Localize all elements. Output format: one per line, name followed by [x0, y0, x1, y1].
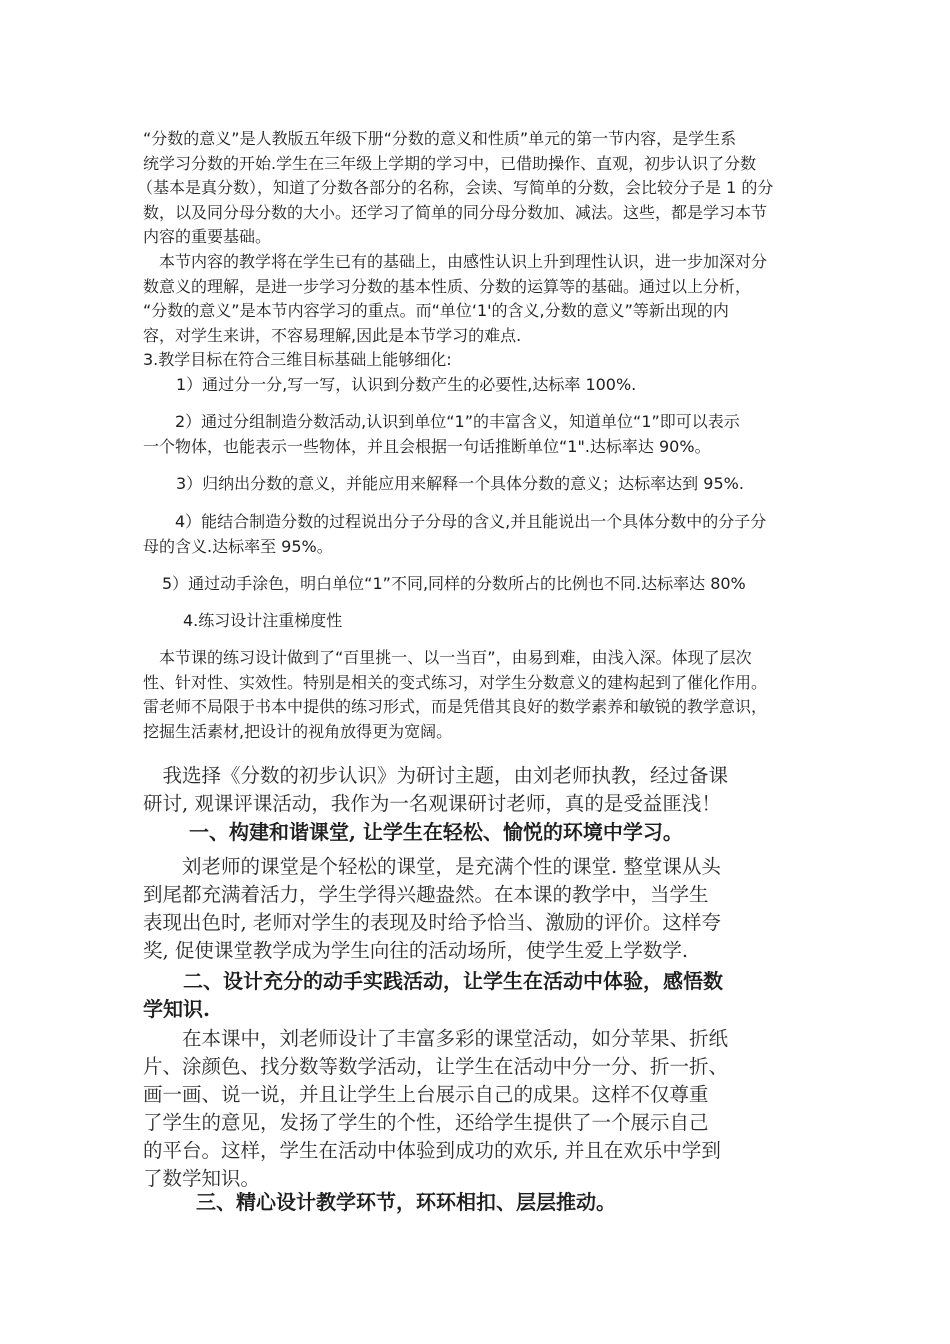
text-line: “分数的意义”是本节内容学习的重点。而“单位‘1'的含义,分数的意义”等新出现的内 [143, 301, 729, 320]
text-line: 雷老师不局限于书本中提供的练习形式，而是凭借其良好的数学素养和敏锐的教学意识， [143, 697, 768, 716]
goals-heading: 3.教学目标在符合三维目标基础上能够细化: [143, 350, 452, 369]
text-line: “分数的意义”是人教版五年级下册“分数的意义和性质”单元的第一节内容，是学生系 [143, 129, 737, 148]
text-line: 本节内容的教学将在学生已有的基础上，由感性认识上升到理性认识，进一步加深对分 [143, 252, 768, 271]
text-line: 容，对学生来讲，不容易理解,因此是本节学习的难点. [143, 325, 522, 345]
text-line: 二、设计充分的动手实践活动，让学生在活动中体验，感悟数 [143, 969, 723, 993]
goal-item-2 [143, 410, 808, 459]
paragraph-part-2 [143, 1025, 808, 1193]
text-line: 研讨, 观课评课活动，我作为一名观课研讨老师，真的是受益匪浅！ [143, 792, 721, 815]
text-line: 表现出色时, 老师对学生的表现及时给予恰当、激励的评价。这样夸 [143, 911, 721, 934]
paragraph-lesson-context [137, 127, 808, 250]
text-line: 片、涂颜色、找分数等数学活动，让学生在活动中分一分、折一折、 [143, 1055, 729, 1078]
heading-part-2 [143, 967, 808, 1023]
text-line: 内容的重要基础。 [143, 227, 272, 246]
heading-part-3: 三、精心设计教学环节，环环相扣、层层推动。 [196, 1190, 616, 1214]
text-line: 4）能结合制造分数的过程说出分子分母的含义,并且能说出一个具体分数中的分子分 [143, 512, 767, 531]
text-line: 2）通过分组制造分数活动,认识到单位“1”的丰富含义，知道单位“1”即可以表示 [143, 412, 740, 431]
text-line: 统学习分数的开始.学生在三年级上学期的学习中，已借助操作、直观，初步认识了分数 [143, 153, 757, 173]
text-line: 了数学知识。 [143, 1167, 261, 1190]
text-line: 奖, 促使课堂教学成为学生向往的活动场所，使学生爱上学数学. [143, 939, 689, 962]
text-line: 数意义的理解，是进一步学习分数的基本性质、分数的运算等的基础。通过以上分析， [143, 276, 752, 296]
text-line: 数，以及同分母分数的大小。还学习了简单的同分母分数加、减法。这些，都是学习本节 [143, 202, 768, 222]
text-line: 本节课的练习设计做到了“百里挑一、以一当百”，由易到难，由浅入深。体现了层次 [143, 648, 752, 667]
paragraph-practice [143, 646, 808, 744]
heading-part-1: 一、构建和谐课堂, 让学生在轻松、愉悦的环境中学习。 [189, 820, 683, 844]
goal-item-4 [143, 510, 808, 559]
text-line: 刘老师的课堂是个轻松的课堂，是充满个性的课堂. 整堂课从头 [143, 855, 721, 878]
text-line: 挖掘生活素材,把设计的视角放得更为宽阔。 [143, 721, 453, 741]
paragraph-key-points [143, 250, 808, 348]
goal-item-3: 3）归纳出分数的意义，并能应用来解释一个具体分数的意义；达标率达到 95%. [176, 474, 744, 493]
paragraph-intro [143, 762, 808, 818]
text-line: 性、针对性、实效性。特别是相关的变式练习，对学生分数意义的建构起到了催化作用。 [143, 672, 768, 692]
goal-item-1: 1）通过分一分,写一写，认识到分数产生的必要性,达标率 100%. [176, 375, 637, 394]
text-line: 了学生的意见，发扬了学生的个性，还给学生提供了一个展示自己 [143, 1111, 709, 1134]
text-line: 画一画、说一说，并且让学生上台展示自己的成果。这样不仅尊重 [143, 1083, 709, 1106]
text-line: 在本课中，刘老师设计了丰富多彩的课堂活动，如分苹果、折纸 [143, 1027, 729, 1050]
paragraph-part-1 [143, 853, 808, 965]
text-line: 母的含义.达标率至 95%。 [143, 536, 333, 556]
goal-item-5: 5）通过动手涂色，明白单位“1”不同,同样的分数所占的比例也不同.达标率达 80% [162, 574, 746, 593]
text-line: 到尾都充满着活力，学生学得兴趣盎然。在本课的教学中，当学生 [143, 883, 709, 906]
text-line: 学知识. [143, 997, 210, 1021]
text-line: 一个物体，也能表示一些物体，并且会根据一句话推断单位“1".达标率达 90%。 [143, 436, 711, 456]
text-line: 的平台。这样，学生在活动中体验到成功的欢乐, 并且在欢乐中学到 [143, 1139, 721, 1162]
text-line: 我选择《分数的初步认识》为研讨主题，由刘老师执教，经过备课 [143, 764, 729, 787]
text-line: （基本是真分数），知道了分数各部分的名称，会读、写简单的分数，会比较分子是 1 的分 [137, 178, 774, 197]
practice-heading: 4.练习设计注重梯度性 [183, 611, 343, 630]
